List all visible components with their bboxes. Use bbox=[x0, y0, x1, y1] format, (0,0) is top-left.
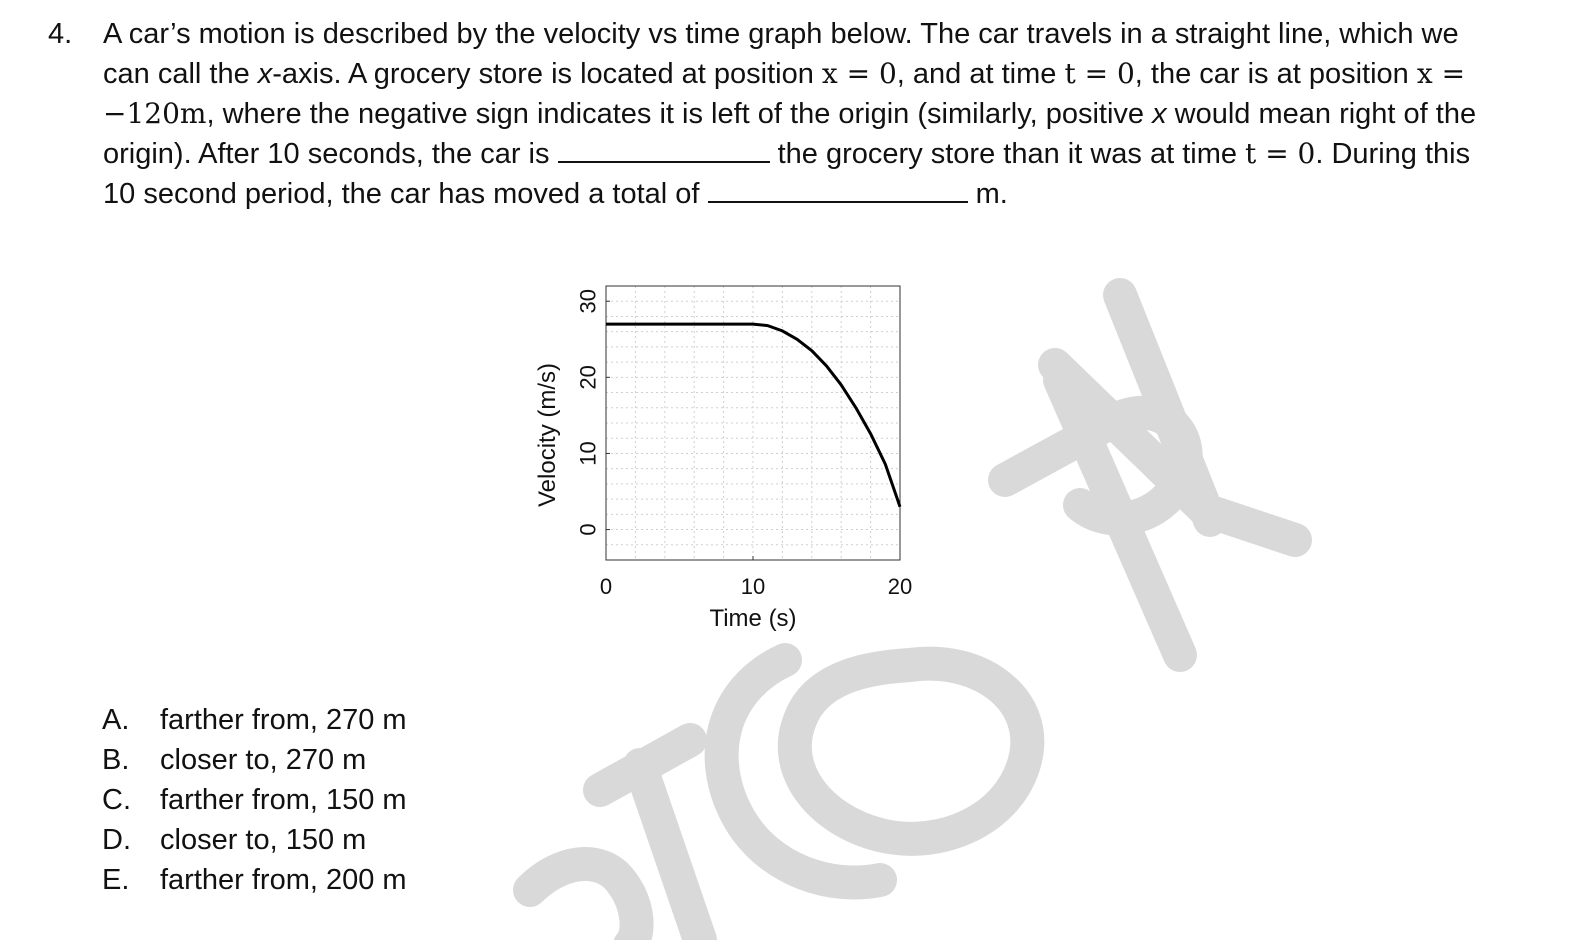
choice-letter: C. bbox=[102, 784, 131, 816]
question-text-part: -axis. A grocery store is located at position bbox=[272, 58, 822, 90]
x-axis-variable: x bbox=[257, 58, 273, 90]
choice-text: farther from, 150 m bbox=[160, 784, 407, 816]
y-tick-label: 30 bbox=[575, 288, 601, 314]
question-text-part: m. bbox=[967, 178, 1008, 210]
question-text-part: the grocery store than it was at time bbox=[769, 138, 1246, 170]
question-text-part: , where the negative sign indicates it is left of the origin (similarly, positive bbox=[206, 98, 1153, 130]
chart-grid bbox=[606, 286, 900, 560]
velocity-time-chart bbox=[520, 270, 960, 650]
x-tick-label: 10 bbox=[740, 574, 766, 599]
equation-t-zero: t = 0 bbox=[1064, 57, 1135, 90]
y-axis-label: Velocity (m/s) bbox=[534, 362, 561, 508]
choice-text: closer to, 270 m bbox=[160, 744, 367, 776]
question-text-part: would mean right of the origin). After 10 seconds, the car is bbox=[103, 98, 1477, 170]
question-number: 4. bbox=[48, 18, 73, 50]
x-axis-label: Time (s) bbox=[709, 605, 797, 632]
chart-ticks bbox=[576, 289, 913, 599]
y-tick-label: 10 bbox=[575, 441, 601, 466]
answer-blank-2 bbox=[708, 175, 968, 203]
question-text-part: . During this 10 second period, the car has moved a total of bbox=[103, 138, 1471, 210]
choice-letter: D. bbox=[102, 824, 131, 856]
equation-x-minus-120: x = −120m bbox=[103, 57, 1466, 130]
answer-blank-1 bbox=[558, 135, 770, 163]
positive-x-variable: x bbox=[1152, 98, 1167, 130]
question-text-part: A car’s motion is described by the velocity vs time graph below. The car travels in a straight line, which we can call the bbox=[103, 18, 1459, 90]
x-tick-label: 20 bbox=[887, 574, 913, 599]
equation-t-zero-2: t = 0 bbox=[1245, 137, 1316, 170]
choice-text: farther from, 270 m bbox=[160, 704, 407, 736]
y-tick-label: 20 bbox=[575, 365, 601, 390]
choice-text: closer to, 150 m bbox=[160, 824, 367, 856]
x-tick-label: 0 bbox=[599, 574, 613, 599]
question-text-part: , and at time bbox=[896, 58, 1065, 90]
question-text bbox=[103, 14, 1483, 214]
choice-text: farther from, 200 m bbox=[160, 864, 407, 896]
choice-letter: A. bbox=[102, 704, 130, 736]
y-tick-label: 0 bbox=[575, 523, 601, 536]
question-text-part: , the car is at position bbox=[1134, 58, 1417, 90]
choice-letter: E. bbox=[102, 864, 130, 896]
question-block bbox=[48, 14, 1488, 214]
equation-x-zero: x = 0 bbox=[821, 57, 897, 90]
choice-letter: B. bbox=[102, 744, 130, 776]
